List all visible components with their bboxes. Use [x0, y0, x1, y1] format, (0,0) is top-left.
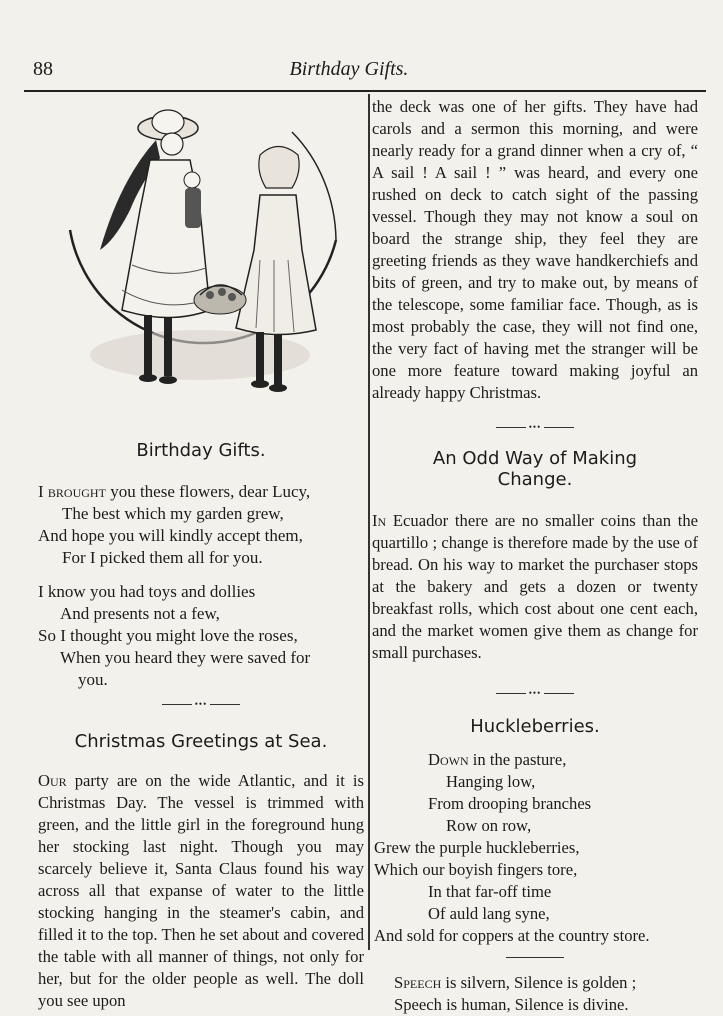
article-body: In Ecuador there are no smaller coins than the quartillo ; change is therefore made by the use of bread. On his way to market the purchaser stops at the bakery and gets a dozen or twenty breakfast rolls, which cost about one cent each, and the market women give them as change for small purchases.	[372, 511, 698, 662]
section-divider: •••	[38, 699, 364, 709]
poem-line: Hanging low,	[446, 772, 536, 791]
poem-line: For I picked them all for you.	[62, 548, 263, 567]
poem-line: In that far-off time	[428, 882, 552, 901]
poem-line: Of auld lang syne,	[428, 904, 550, 923]
poem-line: When you heard they were saved for	[60, 648, 311, 667]
poem-line: you.	[78, 670, 108, 689]
poem-line: Grew the purple huckleberries,	[374, 838, 580, 857]
article-body: Our party are on the wide Atlantic, and it is Christmas Day. The vessel is trimmed with green, and the little girl in the foreground hung her stocking last night. Though you may scarcely believe it, Santa Claus found his way across all that expanse of water to the little stocking hanging in the steamer's cabin, and filled it to the top. Then he set about and covered the table with all manner of things, not only for her, but for the older people as well. The doll you see upon	[38, 771, 364, 1010]
proverb-line: Speech is human, Silence is divine.	[394, 995, 629, 1014]
short-rule	[506, 957, 564, 958]
poem-line: From drooping branches	[428, 794, 592, 813]
poem-line: The best which my garden grew,	[62, 504, 284, 523]
section-divider: •••	[372, 688, 698, 698]
right-column	[372, 96, 698, 1016]
running-title: Birthday Gifts.	[289, 58, 409, 80]
poem-line: And hope you will kindly accept them,	[38, 526, 303, 545]
left-column	[38, 96, 364, 1012]
poem-line: Down in the pasture,	[428, 750, 567, 769]
poem-stanza-1	[38, 481, 364, 569]
poem-line: I know you had toys and dollies	[38, 582, 256, 601]
page-number: 88	[33, 58, 53, 80]
poem-line: Which our boyish fingers tore,	[374, 860, 578, 879]
page-header	[33, 56, 665, 86]
poem-line: Row on row,	[446, 816, 532, 835]
poem-line: I brought you these flowers, dear Lucy,	[38, 482, 311, 501]
poem-stanza-2	[38, 581, 364, 691]
article-title-line-2: Change.	[497, 469, 573, 490]
poem-title: Birthday Gifts.	[136, 440, 266, 461]
proverb-line: Speech is silvern, Silence is golden ;	[394, 973, 637, 992]
article-title: Christmas Greetings at Sea.	[74, 731, 328, 752]
poem-title: Huckleberries.	[470, 716, 600, 737]
poem-line: So I thought you might love the roses,	[38, 626, 298, 645]
column-rule	[368, 94, 370, 950]
header-rule	[24, 90, 706, 92]
poem-line: And sold for coppers at the country store.	[374, 926, 650, 945]
proverb	[372, 972, 698, 1016]
article-continuation: the deck was one of her gifts. They have had carols and a sermon this morning, and were nearly ready for a grand dinner when a cry of, “ A sail ! A sail ! ” was heard, and every one rushed on deck to catch sight of the passing vessel. Though they may not know a soul on board the strange ship, they feel they are greeting friends as they wave handkerchiefs and bits of green, and try to make out, by means of the telescope, some familiar face. Though, as is most probably the case, they will not find one, the very fact of having met the stranger will be one more feature toward making joyful an already happy Christmas.	[372, 97, 698, 402]
section-divider: •••	[372, 422, 698, 432]
poem-line: And presents not a few,	[60, 604, 220, 623]
poem-huckleberries	[372, 749, 698, 947]
article-title-line-1: An Odd Way of Making	[432, 448, 638, 469]
